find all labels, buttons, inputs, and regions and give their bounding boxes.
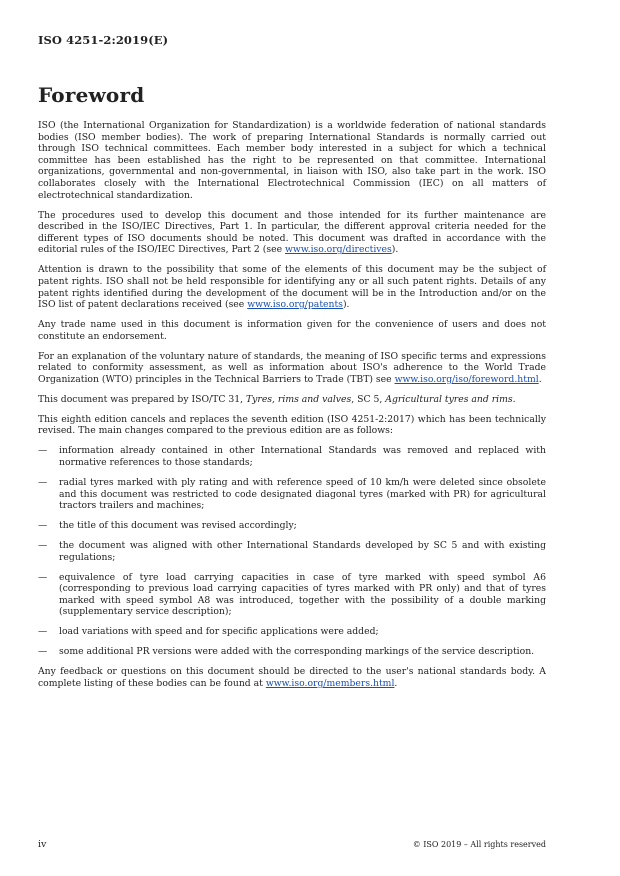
list-item — [38, 646, 546, 658]
list-item — [38, 626, 546, 638]
subcommittee-title: Agricultural tyres and rims — [385, 393, 513, 405]
paragraph-text: . — [394, 678, 398, 690]
list-item-text: load variations with speed and for specific applications were added; — [59, 626, 379, 638]
page-title: Foreword — [38, 83, 145, 107]
paragraph-text: Any feedback or questions on this document should be directed to the user's national standards body. A complete listing of these bodies can be found at — [38, 666, 546, 690]
paragraph-trade-name: Any trade name used in this document is information given for the convenience of users and does not constitute an endorsement. — [38, 319, 546, 342]
list-item — [38, 445, 546, 468]
list-item-text: radial tyres marked with ply rating and with reference speed of 10 km/h were deleted since obsolete and this document was restricted to code designated diagonal tyres (marked with PR) for agricultural tractors trailers and machines; — [59, 476, 546, 512]
list-item-text: the title of this document was revised accordingly; — [59, 520, 297, 532]
paragraph-voluntary-nature — [38, 351, 546, 386]
foreword-link[interactable]: www.iso.org/iso/foreword.html — [394, 373, 539, 385]
patents-link[interactable]: www.iso.org/patents — [247, 299, 343, 311]
paragraph-procedures — [38, 210, 546, 256]
paragraph-text: . — [538, 373, 542, 385]
list-item — [38, 572, 546, 618]
members-link[interactable]: www.iso.org/members.html — [265, 678, 395, 690]
paragraph-text: . — [512, 393, 516, 405]
paragraph-iso-intro: ISO (the International Organization for Standardization) is a worldwide federation of national standards bodies (ISO member bodies). The work of preparing International Standards is normally carried out through ISO technical committees. Each member body interested in a subject for which a technical committee has been established has the right to be represented on that committee. International organizations, governmental and non-governmental, in liaison with ISO, also take part in the work. ISO collaborates closely with the International Electrotechnical Commission (IEC) on all matters of electrotechnical standardization. — [38, 120, 546, 201]
document-identifier: ISO 4251-2:2019(E) — [38, 33, 169, 47]
list-item-text: the document was aligned with other International Standards developed by SC 5 and with existing regulations; — [59, 540, 546, 563]
list-item — [38, 540, 546, 563]
list-item-text: some additional PR versions were added with the corresponding markings of the service description. — [59, 646, 535, 658]
dash-bullet: — — [38, 476, 48, 488]
foreword-body — [38, 120, 546, 698]
dash-bullet: — — [38, 571, 48, 583]
paragraph-feedback — [38, 666, 546, 689]
paragraph-text: ). — [391, 244, 399, 256]
paragraph-text: This document was prepared by ISO/TC 31, — [38, 393, 247, 405]
list-item — [38, 477, 546, 512]
paragraph-text: For an explanation of the voluntary nature of standards, the meaning of ISO specific terms and expressions related to conformity assessment, as well as information about ISO's adherence to the World Trade Organization (WTO) principles in the Technical Barriers to Trade (TBT) see — [38, 350, 546, 385]
paragraph-text: , SC 5, — [351, 393, 386, 405]
list-item-text: information already contained in other International Standards was removed and replaced with normative references to those standards; — [59, 445, 546, 468]
dash-bullet: — — [38, 445, 48, 457]
paragraph-text: The procedures used to develop this document and those intended for its further maintenance are described in the ISO/IEC Directives, Part 1. In particular, the different approval criteria needed for the different types of ISO documents should be noted. This document was drafted in accordance with the editorial rules of the ISO/IEC Directives, Part 2 (see — [38, 209, 546, 256]
directives-link[interactable]: www.iso.org/directives — [285, 244, 392, 256]
dash-bullet: — — [38, 646, 48, 658]
changes-list — [38, 445, 546, 658]
page-number: iv — [38, 839, 47, 850]
paragraph-text: ). — [342, 299, 350, 311]
copyright-notice: © ISO 2019 – All rights reserved — [412, 840, 546, 849]
dash-bullet: — — [38, 540, 48, 552]
paragraph-patents — [38, 264, 546, 310]
committee-title: Tyres, rims and valves — [246, 393, 352, 405]
list-item — [38, 520, 546, 532]
paragraph-text: Attention is drawn to the possibility that some of the elements of this document may be the subject of patent rights. ISO shall not be held responsible for identifying any or all such patent rights. Details of any patent rights identified during the development of the document will be in the Introduction and/or on the ISO list of patent declarations received (see — [38, 264, 546, 311]
list-item-text: equivalence of tyre load carrying capacities in case of tyre marked with speed symbol A6 (corresponding to previous load carrying capacities of tyres marked with PR only) and that of tyres marked with speed symbol A8 was introduced, together with the possibility of a double marking (supplementary service description); — [59, 571, 546, 618]
dash-bullet: — — [38, 520, 48, 532]
document-page — [38, 0, 546, 876]
dash-bullet: — — [38, 626, 48, 638]
paragraph-prepared-by — [38, 394, 546, 406]
paragraph-edition: This eighth edition cancels and replaces the seventh edition (ISO 4251-2:2017) which has been technically revised. The main changes compared to the previous edition are as follows: — [38, 413, 546, 437]
